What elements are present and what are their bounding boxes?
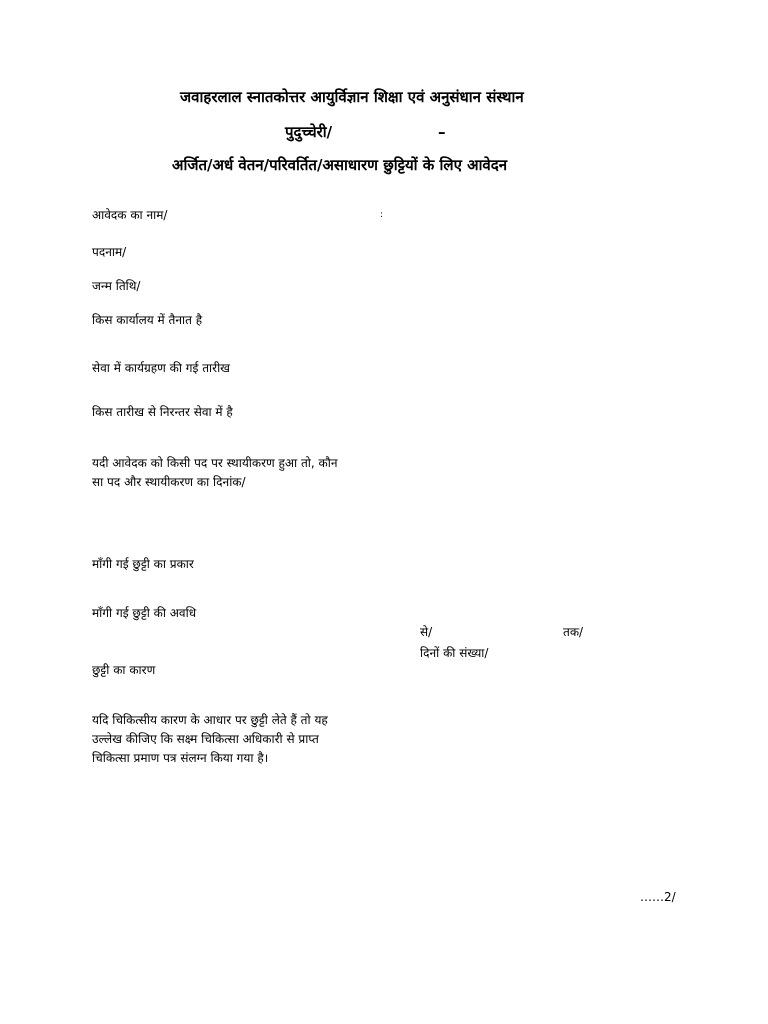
continuous-service-label: किस तारीख से निरन्तर सेवा में है: [92, 405, 233, 419]
applicant-name-label: आवेदक का नाम/: [92, 208, 168, 222]
from-label: से/: [420, 625, 433, 639]
leave-type-label: माँगी गई छुट्टी का प्रकार: [92, 557, 194, 571]
form-title: अर्जित/अर्ध वेतन/परिवर्तित/असाधारण छुट्टियों के लिए आवेदन: [172, 156, 508, 174]
header-dash: –: [438, 123, 446, 141]
reason-label: छुट्टी का कारण: [92, 663, 156, 677]
medical-note: यदि चिकित्सीय कारण के आधार पर छुट्टी लेते हैं तो यह उल्लेख कीजिए कि सक्ष्म चिकित्सा अधिकारी से प्राप्त चिकित्सा प्रमाण पत्र संलग्न किया गया है।: [92, 713, 328, 765]
joining-date-label: सेवा में कार्यग्रहण की गई तारीख: [92, 361, 230, 375]
colon-mark: :: [380, 210, 384, 220]
confirmation-label: यदी आवेदक को किसी पद पर स्थायीकरण हुआ तो, कौन सा पद और स्थायीकरण का दिनांक/: [92, 456, 338, 489]
to-label: तक/: [563, 625, 584, 639]
city-name: पुदुच्चेरी/: [285, 123, 333, 141]
dob-label: जन्म तिथि/: [92, 279, 141, 293]
office-label: किस कार्यालय में तैनात है: [92, 313, 203, 327]
designation-label: पदनाम/: [92, 245, 127, 259]
leave-period-label: माँगी गई छुट्टी की अवधि: [92, 606, 197, 620]
page-marker: ……2/: [640, 890, 676, 904]
institute-name: जवाहरलाल स्नातकोत्तर आयुर्विज्ञान शिक्षा एवं अनुसंधान संस्थान: [180, 88, 524, 106]
num-days-label: दिनों की संख्या/: [420, 646, 489, 660]
